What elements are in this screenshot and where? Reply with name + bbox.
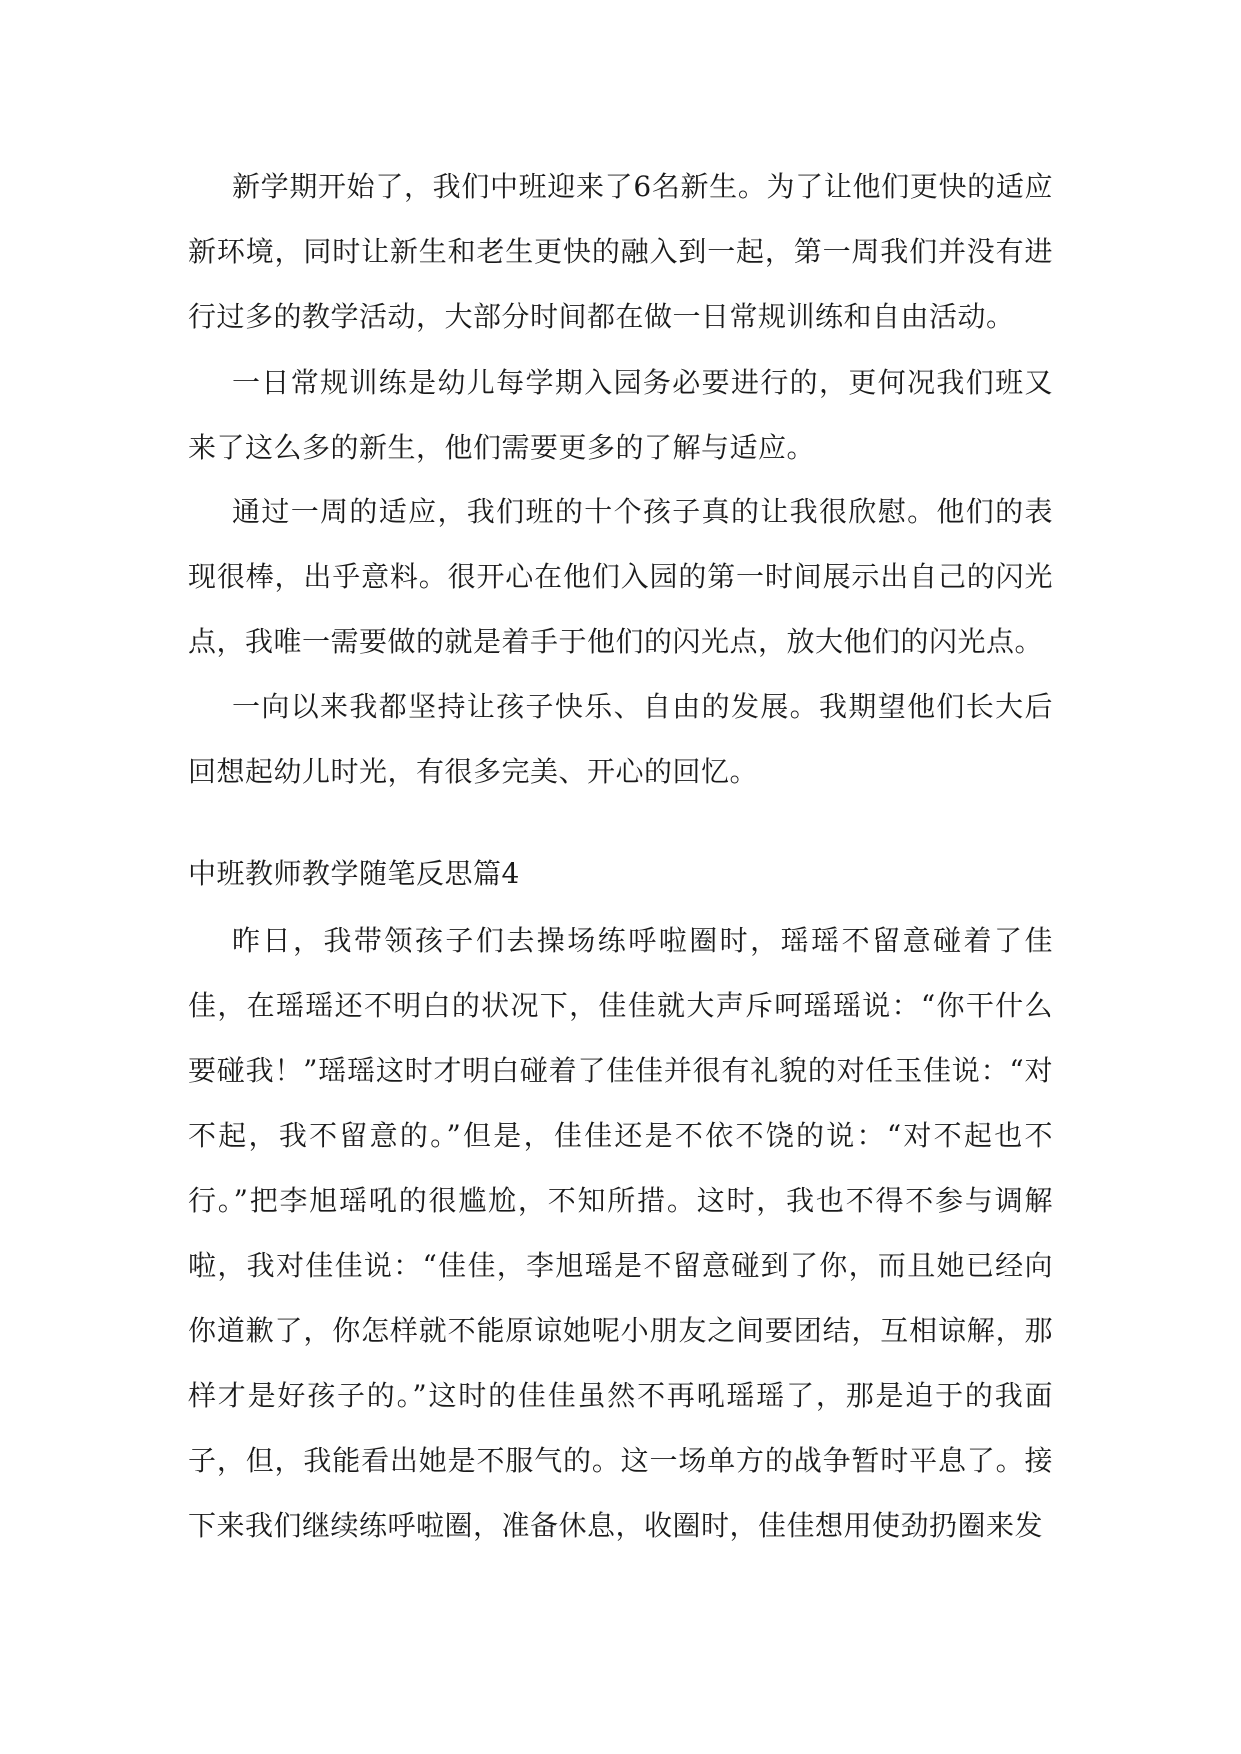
- paragraph: 昨日，我带领孩子们去操场练呼啦圈时，瑶瑶不留意碰着了佳佳，在瑶瑶还不明白的状况下，佳佳就大声斥呵瑶瑶说：“你干什么要碰我！”瑶瑶这时才明白碰着了佳佳并很有礼貌的对任玉佳说：“对不起，我不留意的。”但是，佳佳还是不依不饶的说：“对不起也不行。”把李旭瑶吼的很尴尬，不知所措。这时，我也不得不参与调解啦，我对佳佳说：“佳佳，李旭瑶是不留意碰到了你，而且她已经向你道歉了，你怎样就不能原谅她呢小朋友之间要团结，互相谅解，那样才是好孩子的。”这时的佳佳虽然不再吼瑶瑶了，那是迫于的我面子，但，我能看出她是不服气的。这一场单方的战争暂时平息了。接下来我们继续练呼啦圈，准备休息，收圈时，佳佳想用使劲扔圈来发: [188, 924, 1053, 1542]
- paragraph: 一日常规训练是幼儿每学期入园务必要进行的，更何况我们班又来了这么多的新生，他们需要更多的了解与适应。: [188, 366, 1053, 464]
- paragraph: 新学期开始了，我们中班迎来了6名新生。为了让他们更快的适应新环境，同时让新生和老生更快的融入到一起，第一周我们并没有进行过多的教学活动，大部分时间都在做一日常规训练和自由活动。: [188, 170, 1053, 333]
- paragraph: 一向以来我都坚持让孩子快乐、自由的发展。我期望他们长大后回想起幼儿时光，有很多完美、开心的回忆。: [188, 690, 1053, 788]
- paragraph: 通过一周的适应，我们班的十个孩子真的让我很欣慰。他们的表现很棒，出乎意料。很开心在他们入园的第一时间展示出自己的闪光点，我唯一需要做的就是着手于他们的闪光点，放大他们的闪光点。: [188, 495, 1053, 658]
- section-heading: 中班教师教学随笔反思篇4: [188, 857, 520, 890]
